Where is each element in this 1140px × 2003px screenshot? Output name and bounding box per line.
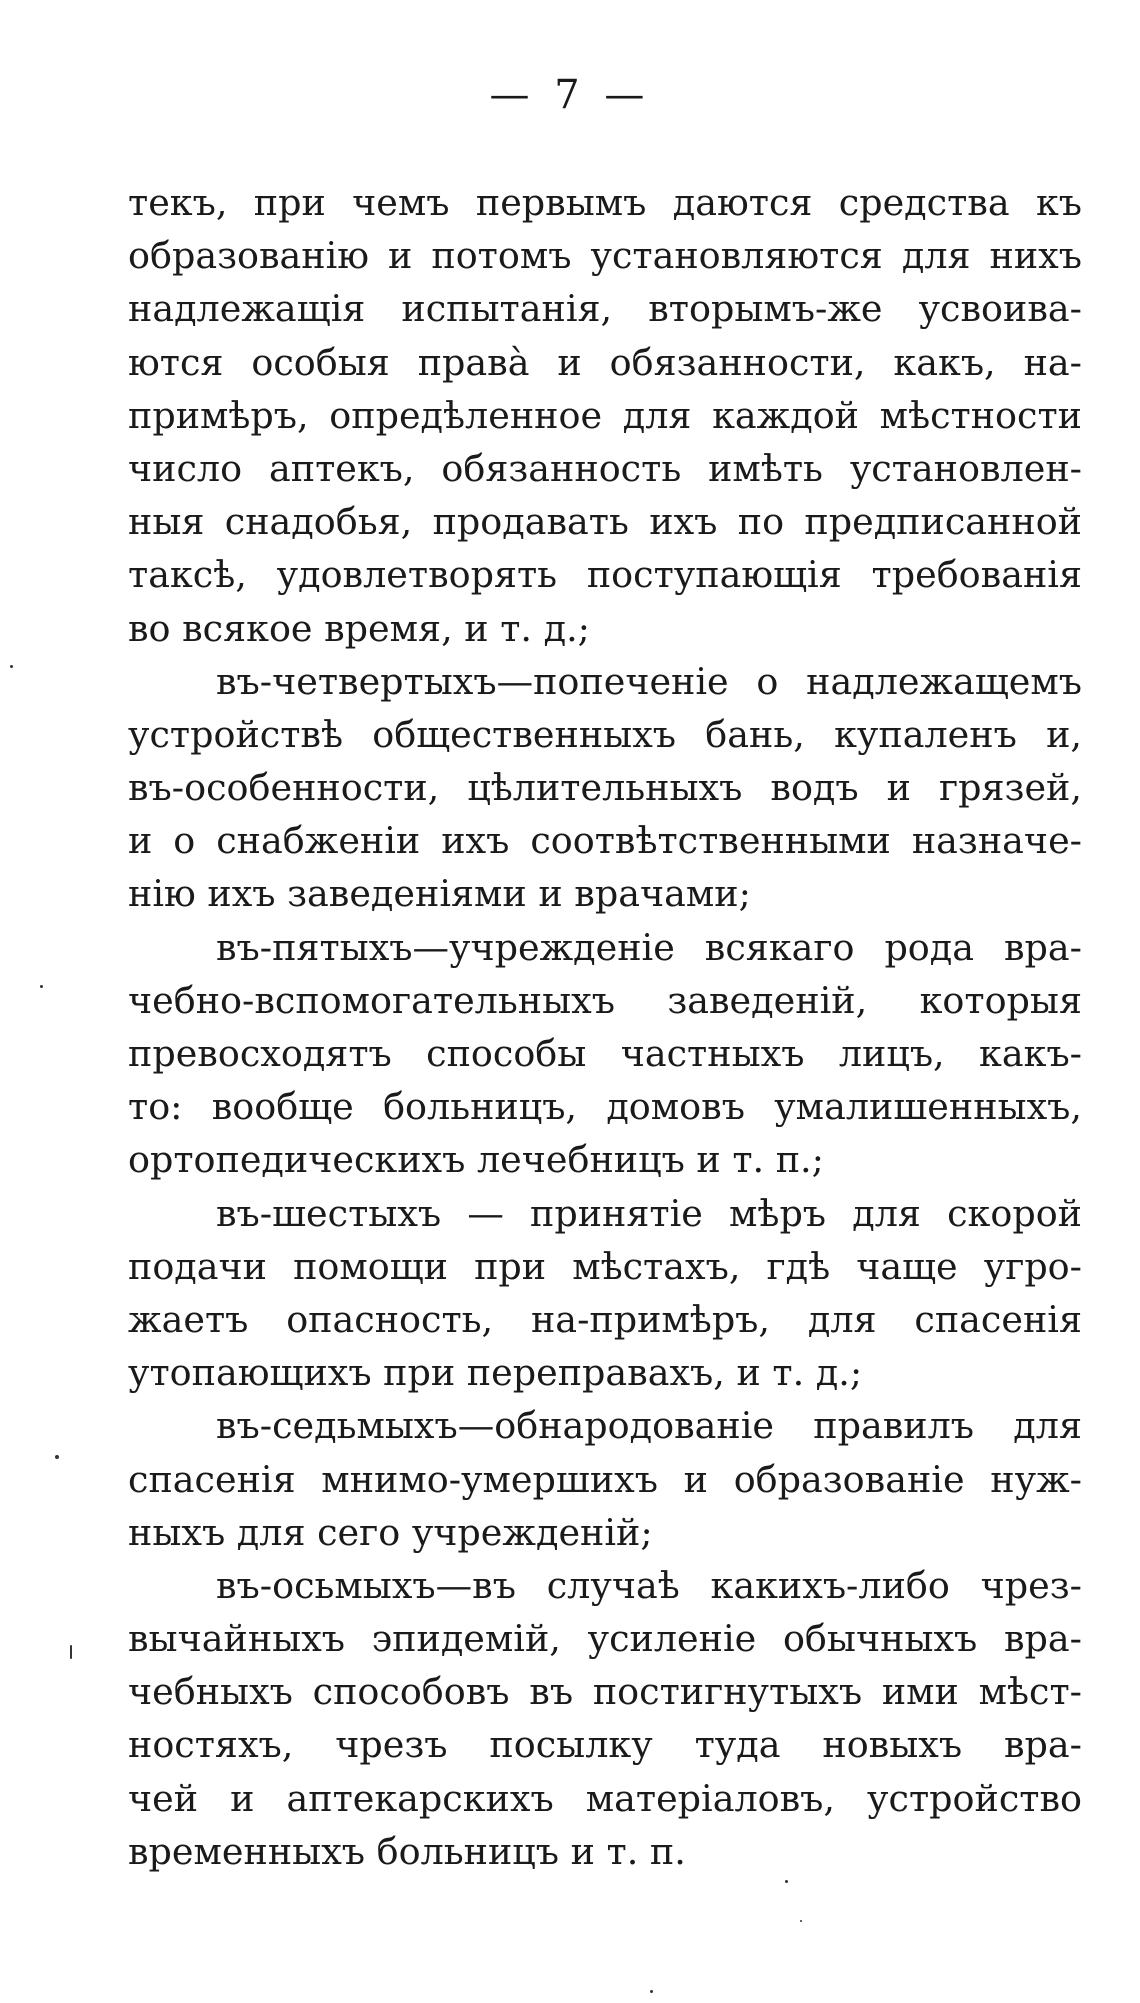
text-line: и о снабженіи ихъ соотвѣтственными назначе- <box>128 819 1082 863</box>
text-line: спасенія мнимо-умершихъ и образованіе нуж- <box>128 1457 1082 1501</box>
text-line: ныхъ для сего учрежденій; <box>128 1510 653 1554</box>
text-line: образованію и потомъ установляются для нихъ <box>128 234 1082 278</box>
text-line: чей и аптекарскихъ матеріаловъ, устройство <box>128 1776 1082 1820</box>
print-speck <box>40 985 43 988</box>
print-speck <box>785 1880 788 1883</box>
text-line: надлежащія испытанія, вторымъ-же усвоива- <box>128 287 1082 331</box>
paragraph-first-line: въ-шестыхъ — принятіе мѣръ для скорой <box>216 1191 1082 1235</box>
print-speck <box>650 1990 653 1993</box>
text-line: утопающихъ при переправахъ, и т. д.; <box>128 1351 863 1395</box>
paragraph-first-line: въ-осьмыхъ—въ случаѣ какихъ-либо чрез- <box>216 1563 1082 1607</box>
text-line: временныхъ больницъ и т. п. <box>128 1829 686 1873</box>
text-line: вычайныхъ эпидемій, усиленіе обычныхъ вра- <box>128 1617 1082 1661</box>
print-speck <box>10 665 13 668</box>
text-line: нію ихъ заведеніями и врачами; <box>128 872 751 916</box>
text-line: устройствѣ общественныхъ бань, купаленъ и, <box>128 712 1082 756</box>
text-line: таксѣ, удовлетворять поступающія требованія <box>128 553 1082 597</box>
page-number: — 7 — <box>489 72 651 118</box>
text-line: примѣръ, опредѣленное для каждой мѣстности <box>128 393 1082 437</box>
text-line: ностяхъ, чрезъ посылку туда новыхъ вра- <box>128 1723 1082 1767</box>
text-line: чебныхъ способовъ въ постигнутыхъ ими мѣст- <box>128 1670 1082 1714</box>
text-line: ортопедическихъ лечебницъ и т. п.; <box>128 1138 824 1182</box>
text-line: число аптекъ, обязанность имѣть установлен- <box>128 446 1082 490</box>
body-text <box>128 176 1082 1878</box>
text-line: жаетъ опасность, на-примѣръ, для спасенія <box>128 1297 1082 1341</box>
text-line: въ-особенности, цѣлительныхъ водъ и грязей, <box>128 766 1082 810</box>
text-line: превосходятъ способы частныхъ лицъ, какъ- <box>128 1032 1082 1075</box>
print-speck <box>70 1645 72 1659</box>
print-speck <box>800 1920 802 1922</box>
text-line: во всякое время, и т. д.; <box>128 606 590 650</box>
text-line: подачи помощи при мѣстахъ, гдѣ чаще угро- <box>128 1244 1082 1288</box>
paragraph-first-line: въ-пятыхъ—учрежденіе всякаго рода вра- <box>216 925 1082 969</box>
text-line: то: вообще больницъ, домовъ умалишенныхъ, <box>128 1085 1082 1129</box>
text-line: ныя снадобья, продавать ихъ по предписанной <box>128 500 1082 544</box>
paragraph-first-line: въ-седьмыхъ—обнародованіе правилъ для <box>216 1404 1082 1448</box>
text-line: текъ, при чемъ первымъ даются средства къ <box>128 181 1082 224</box>
text-line: чебно-вспомогательныхъ заведеній, которыя <box>128 978 1082 1022</box>
text-line: ются особыя права̀ и обязанности, какъ, на- <box>128 340 1082 384</box>
paragraph-first-line: въ-четвертыхъ—попеченіе о надлежащемъ <box>216 659 1082 703</box>
print-speck <box>55 1455 59 1459</box>
